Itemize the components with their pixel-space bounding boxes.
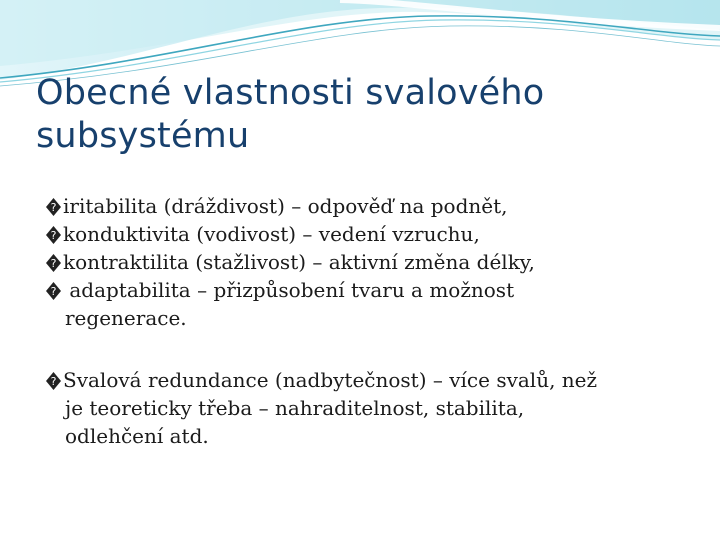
list-item-text: adaptabilita – přizpůsobení tvaru a možnost [63, 278, 515, 302]
list-item-text: iritabilita (dráždivost) – odpověď na podnět, [63, 194, 508, 218]
svg-text:?: ? [50, 285, 57, 298]
replacement-character-icon [46, 282, 61, 300]
slide-title: Obecné vlastnosti svalového subsystému [36, 73, 545, 156]
list-item-text: konduktivita (vodivost) – vedení vzruchu, [63, 222, 480, 246]
replacement-character-icon [46, 372, 61, 390]
list-item-text: odlehčení atd. [65, 424, 209, 448]
replacement-character-icon [46, 254, 61, 272]
list-item-text: kontraktilita (stažlivost) – aktivní změna délky, [63, 250, 535, 274]
list-item [46, 192, 686, 220]
svg-text:?: ? [50, 201, 57, 214]
replacement-character-icon [46, 198, 61, 216]
svg-text:?: ? [50, 375, 57, 388]
replacement-character-icon [46, 226, 61, 244]
svg-text:?: ? [50, 229, 57, 242]
list-item [46, 366, 686, 450]
list-item [46, 276, 686, 332]
list-item-text: regenerace. [65, 306, 187, 330]
list-item-text: je teoreticky třeba – nahraditelnost, stabilita, [65, 396, 525, 420]
list-item-text: Svalová redundance (nadbytečnost) – více svalů, než [63, 368, 598, 392]
svg-text:?: ? [50, 257, 57, 270]
spacer [46, 332, 686, 366]
list-item [46, 220, 686, 248]
bullet-list [46, 192, 686, 450]
list-item [46, 248, 686, 276]
